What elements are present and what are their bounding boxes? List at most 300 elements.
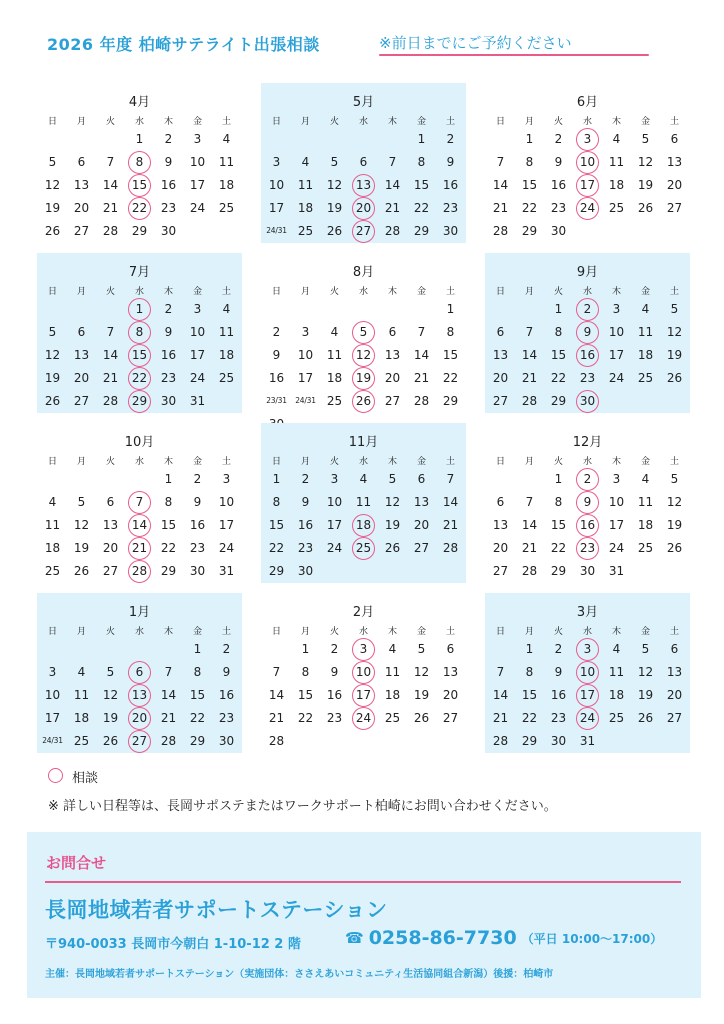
calendar-day: 16	[550, 688, 567, 702]
calendar-day: 16	[297, 518, 314, 532]
weekday-header: 金	[416, 627, 426, 637]
consultation-day: 9	[573, 491, 602, 513]
weekday-header: 火	[105, 627, 115, 637]
weekday-header: 火	[553, 287, 563, 297]
calendar-day: 9	[272, 348, 281, 362]
month-title: 12月	[572, 435, 603, 450]
consultation-day: 24	[573, 707, 602, 729]
calendar-day: 11	[73, 688, 90, 702]
weekday-header: 日	[495, 117, 505, 127]
weekday-header: 土	[445, 457, 455, 467]
calendar-day: 24	[189, 201, 206, 215]
calendar-day: 17	[189, 178, 206, 192]
calendar-day: 29	[521, 224, 538, 238]
calendar-day: 6	[77, 325, 86, 339]
calendar-day: 12	[44, 178, 61, 192]
calendar-day: 14	[521, 518, 538, 532]
calendar-day: 15	[297, 688, 314, 702]
reservation-note: ※前日までにご予約ください	[379, 34, 572, 52]
calendar-day: 11	[218, 325, 235, 339]
weekday-header: 月	[524, 287, 534, 297]
consultation-day: 15	[125, 344, 154, 366]
weekday-header: 金	[192, 117, 202, 127]
calendar-day: 30	[579, 564, 596, 578]
phone-number[interactable]: 0258-86-7730	[368, 927, 517, 949]
calendar-day: 19	[44, 371, 61, 385]
calendar-day: 10	[608, 325, 625, 339]
calendar-day: 14	[442, 495, 459, 509]
calendar-day: 21	[492, 711, 509, 725]
organization-name: 長岡地域若者サポートステーション	[45, 898, 388, 922]
consultation-day: 27	[349, 220, 378, 242]
calendar-day: 7	[164, 665, 173, 679]
calendar-day: 7	[106, 325, 115, 339]
month-title: 5月	[352, 95, 375, 110]
calendar-day: 25	[44, 564, 61, 578]
month-calendar	[261, 253, 466, 413]
weekday-header: 木	[387, 117, 397, 127]
consultation-day: 21	[125, 537, 154, 559]
month-title: 2月	[352, 605, 375, 620]
consultation-day: 10	[349, 661, 378, 683]
weekday-header: 日	[495, 287, 505, 297]
calendar-day: 22	[268, 541, 285, 555]
calendar-day: 25	[73, 734, 90, 748]
calendar-day: 23	[550, 201, 567, 215]
calendar-day: 9	[164, 155, 173, 169]
calendar-day: 14	[492, 688, 509, 702]
weekday-header: 日	[47, 627, 57, 637]
calendar-day: 17	[297, 371, 314, 385]
calendar-day: 5	[641, 642, 650, 656]
consultation-day: 24	[573, 197, 602, 219]
calendar-day: 8	[164, 495, 173, 509]
calendar-day: 21	[160, 711, 177, 725]
calendar-day: 5	[48, 325, 57, 339]
calendar-day: 25	[608, 201, 625, 215]
calendar-day: 28	[102, 224, 119, 238]
calendar-day: 17	[44, 711, 61, 725]
calendar-day: 1	[554, 302, 563, 316]
calendar-day: 2	[272, 325, 281, 339]
calendar-day: 9	[330, 665, 339, 679]
weekday-header: 月	[76, 627, 86, 637]
calendar-day: 15	[521, 178, 538, 192]
calendar-day: 22	[521, 711, 538, 725]
calendar-day: 7	[388, 155, 397, 169]
calendar-day: 10	[268, 178, 285, 192]
calendar-day: 23	[189, 541, 206, 555]
weekday-header: 土	[669, 117, 679, 127]
calendar-day: 8	[554, 495, 563, 509]
calendar-day: 11	[384, 665, 401, 679]
weekday-header: 木	[163, 117, 173, 127]
calendar-day: 7	[496, 665, 505, 679]
consultation-day: 2	[573, 298, 602, 320]
calendar-day: 4	[612, 132, 621, 146]
weekday-header: 火	[105, 117, 115, 127]
calendar-day: 19	[637, 688, 654, 702]
calendar-day: 23	[550, 711, 567, 725]
calendar-day: 27	[73, 224, 90, 238]
calendar-day: 19	[73, 541, 90, 555]
calendar-day: 4	[77, 665, 86, 679]
calendar-day: 9	[222, 665, 231, 679]
calendar-day: 14	[521, 348, 538, 362]
calendar-day: 13	[73, 178, 90, 192]
calendar-day: 12	[384, 495, 401, 509]
calendar-day: 11	[326, 348, 343, 362]
calendar-day: 12	[666, 495, 683, 509]
calendar-day: 20	[73, 371, 90, 385]
calendar-day: 30	[550, 734, 567, 748]
weekday-header: 火	[105, 457, 115, 467]
calendar-day: 23	[442, 201, 459, 215]
calendar-day: 18	[608, 178, 625, 192]
calendar-day: 2	[301, 472, 310, 486]
weekday-header: 木	[163, 627, 173, 637]
calendar-day: 2	[446, 132, 455, 146]
consultation-day: 17	[573, 684, 602, 706]
consultation-day: 10	[573, 661, 602, 683]
calendar-day: 24	[608, 541, 625, 555]
calendar-day: 22	[442, 371, 459, 385]
consultation-day: 2	[573, 468, 602, 490]
calendar-day: 26	[73, 564, 90, 578]
calendar-day: 24	[608, 371, 625, 385]
calendar-day: 21	[268, 711, 285, 725]
calendar-day: 27	[442, 711, 459, 725]
calendar-day: 12	[637, 665, 654, 679]
calendar-day: 6	[670, 132, 679, 146]
month-calendar	[485, 593, 690, 753]
calendar-day: 23	[579, 371, 596, 385]
calendar-day: 2	[164, 132, 173, 146]
calendar-day: 2	[554, 642, 563, 656]
weekday-header: 金	[192, 457, 202, 467]
calendar-day: 23	[218, 711, 235, 725]
calendar-day: 15	[521, 688, 538, 702]
weekday-header: 水	[582, 457, 592, 467]
calendar-day: 5	[670, 302, 679, 316]
calendar-day: 24	[326, 541, 343, 555]
calendar-day: 4	[330, 325, 339, 339]
weekday-header: 日	[495, 627, 505, 637]
calendar-day: 13	[73, 348, 90, 362]
calendar-day: 8	[417, 155, 426, 169]
calendar-day: 6	[496, 495, 505, 509]
calendar-day: 27	[492, 564, 509, 578]
weekday-header: 水	[134, 117, 144, 127]
calendar-day: 9	[301, 495, 310, 509]
calendar-day: 26	[44, 224, 61, 238]
calendar-day: 14	[492, 178, 509, 192]
weekday-header: 月	[300, 287, 310, 297]
calendar-day: 21	[384, 201, 401, 215]
weekday-header: 土	[221, 117, 231, 127]
calendar-day: 1	[525, 642, 534, 656]
weekday-header: 日	[495, 457, 505, 467]
weekday-header: 金	[640, 627, 650, 637]
weekday-header: 金	[416, 457, 426, 467]
calendar-day: 11	[608, 155, 625, 169]
calendar-day: 2	[164, 302, 173, 316]
calendar-day: 19	[102, 711, 119, 725]
calendar-day: 4	[222, 132, 231, 146]
calendar-day: 27	[492, 394, 509, 408]
calendar-day: 25	[637, 371, 654, 385]
calendar-day: 21	[442, 518, 459, 532]
calendar-day: 21	[102, 201, 119, 215]
month-title: 1月	[128, 605, 151, 620]
calendar-day: 20	[666, 178, 683, 192]
calendar-day: 21	[413, 371, 430, 385]
calendar-day: 9	[193, 495, 202, 509]
calendar-day: 7	[106, 155, 115, 169]
calendar-day: 16	[268, 371, 285, 385]
month-title: 6月	[576, 95, 599, 110]
consultation-day: 16	[573, 514, 602, 536]
calendar-day: 15	[268, 518, 285, 532]
weekday-header: 土	[669, 287, 679, 297]
calendar-day: 19	[666, 518, 683, 532]
weekday-header: 金	[640, 287, 650, 297]
sponsor-info: 主催：長岡地域若者サポートステーション（実施団体：ささえあいコミュニティ生活協同組合新潟）後援：柏崎市	[45, 969, 554, 980]
calendar-day: 1	[525, 132, 534, 146]
calendar-day: 10	[326, 495, 343, 509]
calendar-day: 21	[492, 201, 509, 215]
calendar-day: 20	[413, 518, 430, 532]
weekday-header: 金	[416, 287, 426, 297]
calendar-day: 25	[218, 371, 235, 385]
calendar-day: 19	[637, 178, 654, 192]
calendar-day: 13	[492, 348, 509, 362]
consultation-day: 9	[573, 321, 602, 343]
month-title: 4月	[128, 95, 151, 110]
calendar-day: 12	[102, 688, 119, 702]
weekday-header: 水	[582, 117, 592, 127]
calendar-day: 13	[492, 518, 509, 532]
calendar-day: 8	[301, 665, 310, 679]
calendar-day: 15	[550, 348, 567, 362]
calendar-day: 3	[612, 472, 621, 486]
calendar-day: 15	[550, 518, 567, 532]
consultation-day: 25	[349, 537, 378, 559]
calendar-day: 11	[218, 155, 235, 169]
calendar-day: 16	[550, 178, 567, 192]
weekday-header: 日	[271, 457, 281, 467]
calendar-day: 20	[102, 541, 119, 555]
calendar-day: 4	[641, 472, 650, 486]
consultation-day: 18	[349, 514, 378, 536]
consultation-day: 3	[573, 638, 602, 660]
calendar-day: 11	[44, 518, 61, 532]
calendar-day: 21	[102, 371, 119, 385]
consultation-day: 17	[349, 684, 378, 706]
calendar-day: 3	[301, 325, 310, 339]
calendar-day: 4	[301, 155, 310, 169]
weekday-header: 火	[553, 457, 563, 467]
calendar-day: 22	[160, 541, 177, 555]
calendar-day: 10	[189, 325, 206, 339]
calendar-day: 6	[496, 325, 505, 339]
consultation-day: 20	[349, 197, 378, 219]
calendar-day: 14	[384, 178, 401, 192]
calendar-day: 1	[301, 642, 310, 656]
weekday-header: 火	[105, 287, 115, 297]
month-calendar	[261, 593, 466, 753]
weekday-header: 土	[221, 457, 231, 467]
calendar-day: 20	[384, 371, 401, 385]
calendar-day: 1	[272, 472, 281, 486]
weekday-header: 木	[163, 457, 173, 467]
calendar-day: 2	[330, 642, 339, 656]
calendar-day-merged: 23/31	[266, 396, 287, 405]
consultation-day: 27	[125, 730, 154, 752]
calendar-day: 12	[73, 518, 90, 532]
calendar-day: 3	[612, 302, 621, 316]
weekday-header: 火	[553, 627, 563, 637]
calendar-day: 12	[637, 155, 654, 169]
calendar-day: 10	[297, 348, 314, 362]
calendar-day: 28	[492, 734, 509, 748]
weekday-header: 木	[387, 287, 397, 297]
calendar-day: 22	[550, 541, 567, 555]
consultation-day: 6	[125, 661, 154, 683]
calendar-day: 29	[189, 734, 206, 748]
consultation-day: 19	[349, 367, 378, 389]
calendar-day: 6	[446, 642, 455, 656]
weekday-header: 火	[553, 117, 563, 127]
calendar-day: 14	[160, 688, 177, 702]
weekday-header: 日	[271, 287, 281, 297]
calendar-day: 14	[413, 348, 430, 362]
weekday-header: 土	[445, 117, 455, 127]
calendar-day: 4	[612, 642, 621, 656]
weekday-header: 月	[300, 117, 310, 127]
calendar-day: 26	[413, 711, 430, 725]
calendar-day: 17	[608, 348, 625, 362]
consultation-day: 17	[573, 174, 602, 196]
calendar-day: 18	[637, 518, 654, 532]
calendar-day: 3	[272, 155, 281, 169]
calendar-day: 8	[446, 325, 455, 339]
contact-heading: お問合せ	[46, 854, 107, 872]
calendar-day: 5	[77, 495, 86, 509]
weekday-header: 土	[221, 627, 231, 637]
weekday-header: 土	[221, 287, 231, 297]
weekday-header: 水	[134, 457, 144, 467]
calendar-day: 6	[359, 155, 368, 169]
calendar-day: 1	[554, 472, 563, 486]
page-title: 2026 年度 柏崎サテライト出張相談	[47, 35, 320, 54]
calendar-day: 3	[330, 472, 339, 486]
calendar-day-merged: 24/31	[295, 396, 316, 405]
calendar-day: 3	[48, 665, 57, 679]
calendar-day: 29	[160, 564, 177, 578]
calendar-day: 14	[102, 348, 119, 362]
calendar-day: 17	[189, 348, 206, 362]
calendar-day: 20	[442, 688, 459, 702]
weekday-header: 水	[358, 457, 368, 467]
calendar-day: 11	[608, 665, 625, 679]
calendar-day: 15	[413, 178, 430, 192]
calendar-day: 17	[268, 201, 285, 215]
calendar-day: 31	[189, 394, 206, 408]
weekday-header: 金	[640, 457, 650, 467]
calendar-day: 5	[641, 132, 650, 146]
calendar-day: 19	[44, 201, 61, 215]
calendar-day: 5	[48, 155, 57, 169]
calendar-day: 9	[554, 155, 563, 169]
calendar-day: 5	[330, 155, 339, 169]
calendar-day: 27	[102, 564, 119, 578]
calendar-day: 30	[550, 224, 567, 238]
calendar-day: 11	[637, 495, 654, 509]
phone-icon: ☎	[345, 929, 364, 947]
calendar-day: 12	[666, 325, 683, 339]
weekday-header: 木	[611, 457, 621, 467]
weekday-header: 木	[611, 287, 621, 297]
calendar-day: 16	[189, 518, 206, 532]
calendar-day: 30	[189, 564, 206, 578]
calendar-day: 27	[384, 394, 401, 408]
calendar-day: 26	[666, 541, 683, 555]
calendar-day: 20	[666, 688, 683, 702]
consultation-day: 14	[125, 514, 154, 536]
calendar-day: 13	[384, 348, 401, 362]
contact-divider	[45, 881, 681, 883]
weekday-header: 月	[524, 117, 534, 127]
calendar-day: 30	[160, 394, 177, 408]
calendar-day: 29	[413, 224, 430, 238]
calendar-day: 8	[272, 495, 281, 509]
weekday-header: 金	[192, 287, 202, 297]
calendar-day: 27	[666, 201, 683, 215]
calendar-day: 5	[417, 642, 426, 656]
calendar-day: 3	[222, 472, 231, 486]
weekday-header: 木	[387, 627, 397, 637]
weekday-header: 日	[47, 457, 57, 467]
calendar-day: 18	[218, 178, 235, 192]
calendar-day: 25	[326, 394, 343, 408]
month-calendar	[485, 423, 690, 583]
calendar-day: 15	[160, 518, 177, 532]
consultation-day: 22	[125, 197, 154, 219]
calendar-day: 26	[384, 541, 401, 555]
calendar-day: 28	[442, 541, 459, 555]
weekday-header: 土	[445, 627, 455, 637]
calendar-day: 12	[326, 178, 343, 192]
calendar-day: 16	[442, 178, 459, 192]
consultation-day: 24	[349, 707, 378, 729]
consultation-day: 3	[349, 638, 378, 660]
calendar-day-merged: 24/31	[266, 226, 287, 235]
calendar-day: 30	[297, 564, 314, 578]
weekday-header: 月	[76, 117, 86, 127]
calendar-day: 2	[193, 472, 202, 486]
calendar-day: 16	[326, 688, 343, 702]
calendar-day: 11	[297, 178, 314, 192]
month-title: 10月	[124, 435, 155, 450]
consultation-day: 22	[125, 367, 154, 389]
month-title: 9月	[576, 265, 599, 280]
calendar-day: 29	[550, 394, 567, 408]
calendar-day: 13	[413, 495, 430, 509]
calendar-day-merged: 24/31	[42, 736, 63, 745]
weekday-header: 水	[358, 287, 368, 297]
calendar-day: 28	[268, 734, 285, 748]
